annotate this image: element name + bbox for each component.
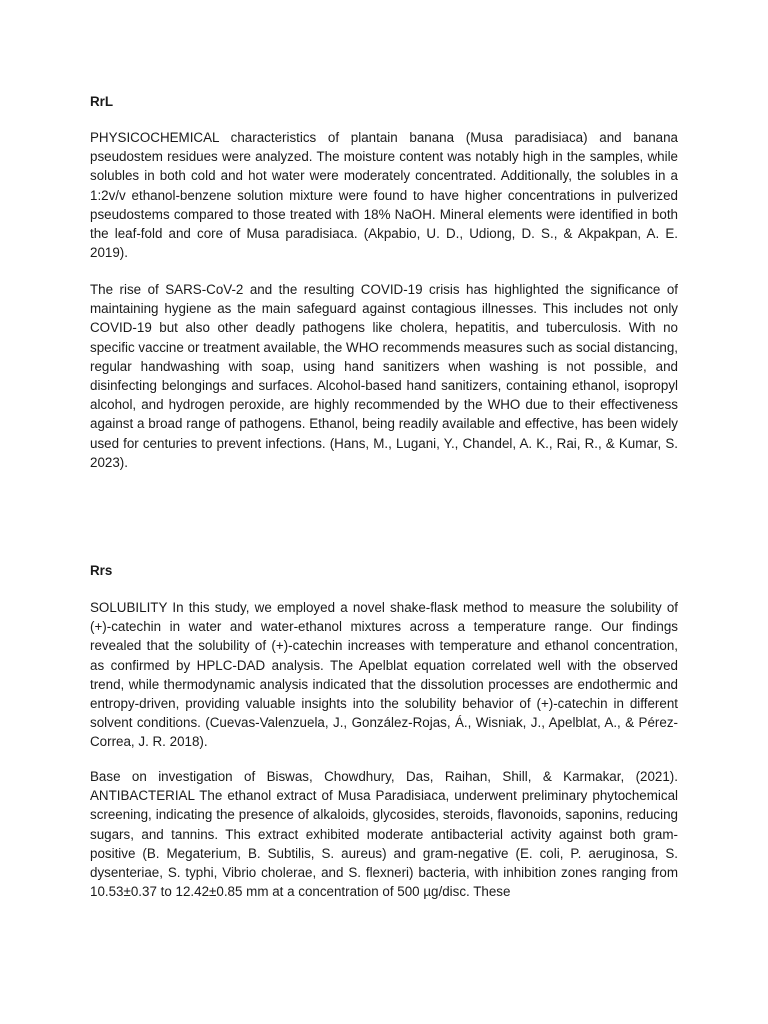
section-heading-rrs: Rrs bbox=[90, 563, 113, 578]
document-page bbox=[90, 0, 678, 1024]
section-heading-rrl: RrL bbox=[90, 94, 114, 109]
paragraph-solubility: SOLUBILITY In this study, we employed a novel shake-flask method to measure the solubility of (+)-catechin in water and water-ethanol mixtures across a temperature range. Our findings revealed that the solubility of (+)-catechin increases with temperature and ethanol concentration, as confirmed by HPLC-DAD analysis. The Apelblat equation correlated well with the observed trend, while thermodynamic analysis indicated that the dissolution processes are endothermic and entropy-driven, providing valuable insights into the solubility behavior of (+)-catechin in different solvent conditions. (Cuevas-Valenzuela, J., González-Rojas, Á., Wisniak, J., Apelblat, A., & Pérez-Correa, J. R. 2018). bbox=[90, 600, 678, 750]
paragraph-covid-hygiene: The rise of SARS-CoV-2 and the resulting COVID-19 crisis has highlighted the significance of maintaining hygiene as the main safeguard against contagious illnesses. This includes not only COVID-19 but also other deadly pathogens like cholera, hepatitis, and tuberculosis. With no specific vaccine or treatment available, the WHO recommends measures such as social distancing, regular handwashing with soap, using hand sanitizers when washing is not possible, and disinfecting belongings and surfaces. Alcohol-based hand sanitizers, containing ethanol, isopropyl alcohol, and hydrogen peroxide, are highly recommended by the WHO due to their effectiveness against a broad range of pathogens. Ethanol, being readily available and effective, has been widely used for centuries to prevent infections. (Hans, M., Lugani, Y., Chandel, A. K., Rai, R., & Kumar, S. 2023). bbox=[90, 282, 678, 470]
paragraph-antibacterial: Base on investigation of Biswas, Chowdhury, Das, Raihan, Shill, & Karmakar, (2021). ANTIBACTERIAL The ethanol extract of Musa Paradisiaca, underwent preliminary phytochemical screening, indicating the presence of alkaloids, glycosides, steroids, flavonoids, saponins, reducing sugars, and tannins. This extract exhibited moderate antibacterial activity against both gram-positive (B. Megaterium, B. Subtilis, S. aureus) and gram-negative (E. coli, P. aeruginosa, S. dysenteriae, S. typhi, Vibrio cholerae, and S. flexneri) bacteria, with inhibition zones ranging from 10.53±0.37 to 12.42±0.85 mm at a concentration of 500 µg/disc. These bbox=[90, 769, 678, 900]
paragraph-physicochemical: PHYSICOCHEMICAL characteristics of plantain banana (Musa paradisiaca) and banana pseudostem residues were analyzed. The moisture content was notably high in the samples, while solubles in both cold and hot water were moderately concentrated. Additionally, the solubles in a 1:2v/v ethanol-benzene solution mixture were found to have higher concentrations in pulverized pseudostems compared to those treated with 18% NaOH. Mineral elements were identified in both the leaf-fold and core of Musa paradisiaca. (Akpabio, U. D., Udiong, D. S., & Akpakpan, A. E. 2019). bbox=[90, 130, 678, 261]
